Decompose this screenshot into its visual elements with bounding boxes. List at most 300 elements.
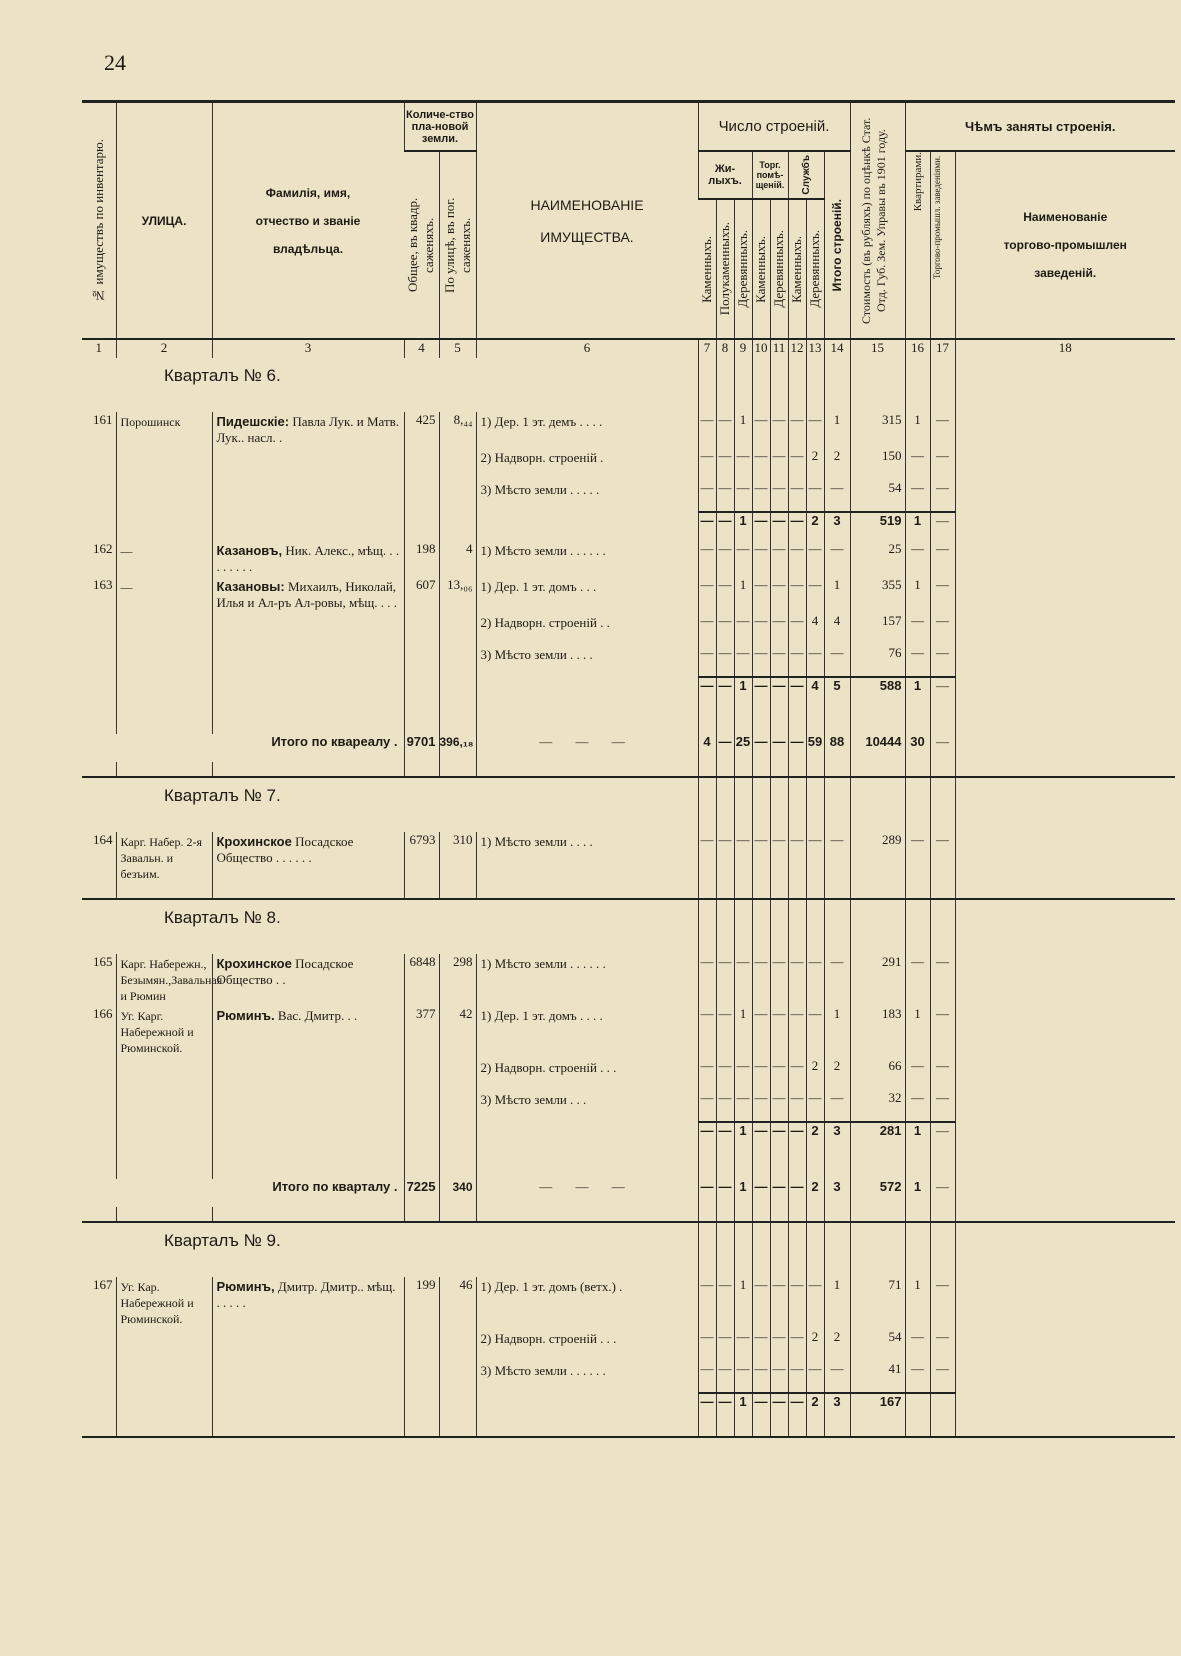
spacer-row (82, 1151, 1175, 1179)
building-count-cell: 2 (806, 1179, 824, 1207)
building-count-cell: — (752, 613, 770, 645)
property-name: 2) Надворн. строеній . . (476, 613, 698, 645)
building-count-cell: — (788, 448, 806, 480)
table-row (82, 412, 1175, 448)
empty-cell (770, 706, 788, 734)
header-service-stone: Каменныхъ. (788, 199, 806, 339)
building-count-cell: — (824, 954, 850, 1006)
empty-cell (955, 1222, 1175, 1277)
building-count-cell: — (770, 1277, 788, 1329)
empty-cell (850, 1422, 905, 1437)
building-count-cell: — (734, 480, 752, 512)
empty-cell (82, 706, 116, 734)
apartments-cell: — (905, 1329, 930, 1361)
empty-cell (824, 777, 850, 832)
building-count-cell: — (788, 480, 806, 512)
building-count-cell: — (752, 577, 770, 613)
building-count-cell: — (770, 832, 788, 884)
building-count-cell: — (698, 577, 716, 613)
building-count-cell: — (788, 541, 806, 577)
value-cell: 291 (850, 954, 905, 1006)
empty-cell (905, 358, 930, 412)
empty-cell (212, 1151, 404, 1179)
empty-cell (716, 1222, 734, 1277)
empty-cell (404, 1151, 439, 1179)
building-count-cell: — (698, 480, 716, 512)
empty-cell (930, 1151, 955, 1179)
empty-cell (824, 358, 850, 412)
empty-cell (905, 706, 930, 734)
building-count-cell: — (788, 577, 806, 613)
quarter-total-label: Итого по кварталу . (272, 1179, 398, 1194)
value-cell: 41 (850, 1361, 905, 1393)
value-cell: 157 (850, 613, 905, 645)
property-name: 2) Надворн. строеній . . . (476, 1329, 698, 1361)
property-name: 3) Мѣсто земли . . . . (476, 645, 698, 677)
trade-cell: — (930, 1090, 955, 1122)
empty-cell (116, 677, 212, 706)
empty-cell (716, 1422, 734, 1437)
quarter-title-row (82, 358, 1175, 412)
header-apartments: Квартирами. (905, 151, 930, 339)
quarter-title-row (82, 899, 1175, 954)
subtotal-row (82, 677, 1175, 706)
value-cell: 32 (850, 1090, 905, 1122)
empty-cell (212, 1090, 404, 1122)
table-row (82, 832, 1175, 884)
total-street-length: 396,₁₈ (439, 734, 476, 762)
building-count-cell: 1 (734, 412, 752, 448)
empty-cell (82, 677, 116, 706)
empty-cell (788, 762, 806, 777)
land-area: 198 (404, 541, 439, 577)
building-count-cell: 2 (824, 448, 850, 480)
empty-cell (439, 884, 476, 899)
empty-cell (850, 358, 905, 412)
property-name: 2) Надворн. строеній . (476, 448, 698, 480)
header-land-qty: Количе-ство пла-новой земли. (404, 103, 476, 151)
empty-cell (734, 1207, 752, 1222)
empty-cell (116, 884, 212, 899)
building-count-cell: — (716, 1122, 734, 1151)
building-count-cell: — (716, 677, 734, 706)
property-name: 1) Дер. 1 эт. домъ (ветх.) . (476, 1277, 698, 1329)
building-count-cell: 59 (806, 734, 824, 762)
empty-cell (716, 762, 734, 777)
empty-cell (788, 1151, 806, 1179)
building-count-cell: — (698, 832, 716, 884)
establishment-name (955, 1179, 1175, 1207)
empty-cell (930, 1422, 955, 1437)
table-row (82, 1090, 1175, 1122)
empty-cell (404, 512, 439, 541)
building-count-cell: — (788, 1361, 806, 1393)
empty-cell (806, 706, 824, 734)
empty-cell (82, 480, 116, 512)
establishment-name (955, 412, 1175, 448)
empty-cell (439, 1122, 476, 1151)
apartments-cell: — (905, 1361, 930, 1393)
trade-subtotal: — (930, 677, 955, 706)
empty-cell (212, 1329, 404, 1361)
inventory-table (82, 100, 1175, 1638)
header-trade-est: Торгово-промышл. заведеніями. (930, 151, 955, 339)
empty-cell (82, 645, 116, 677)
empty-cell (404, 762, 439, 777)
empty-cell (116, 645, 212, 677)
building-count-cell: 4 (806, 677, 824, 706)
trade-cell: — (930, 577, 955, 613)
value-cell: 315 (850, 412, 905, 448)
building-count-cell: — (734, 1090, 752, 1122)
trade-subtotal (930, 1393, 955, 1422)
trade-cell: — (930, 412, 955, 448)
building-count-cell: — (770, 1058, 788, 1090)
empty-cell (716, 1151, 734, 1179)
building-count-cell: — (716, 448, 734, 480)
value-subtotal: 588 (850, 677, 905, 706)
establishment-name (955, 613, 1175, 645)
trade-subtotal: — (930, 1122, 955, 1151)
building-count-cell: — (824, 832, 850, 884)
land-area: 425 (404, 412, 439, 448)
building-count-cell: — (770, 734, 788, 762)
empty-cell (212, 1122, 404, 1151)
column-number: 2 (116, 339, 212, 358)
land-area: 6848 (404, 954, 439, 1006)
building-count-cell: — (716, 954, 734, 1006)
empty-cell (770, 1151, 788, 1179)
owner-name (212, 1006, 404, 1058)
property-name: 3) Мѣсто земли . . . . . . (476, 1361, 698, 1393)
establishment-name (955, 1090, 1175, 1122)
building-count-cell: — (698, 613, 716, 645)
empty-cell (806, 777, 824, 832)
header-total-buildings: Итого строеній. (824, 151, 850, 339)
apartments-cell: — (905, 645, 930, 677)
building-count-cell: 1 (824, 1006, 850, 1058)
building-count-cell: — (788, 677, 806, 706)
header-street: УЛИЦА. (116, 103, 212, 339)
building-count-cell: 1 (734, 1277, 752, 1329)
apartments-cell: 1 (905, 1006, 930, 1058)
building-count-cell: — (716, 1058, 734, 1090)
empty-cell (82, 1207, 116, 1222)
property-name: 3) Мѣсто земли . . . . . (476, 480, 698, 512)
empty-cell (734, 706, 752, 734)
empty-cell (698, 899, 716, 954)
empty-cell (752, 358, 770, 412)
street-length: 13,₀₆ (439, 577, 476, 613)
property-name: 1) Дер. 1 эт. демъ . . . . (476, 412, 698, 448)
building-count-cell: — (824, 1361, 850, 1393)
column-number: 18 (955, 339, 1175, 358)
apartments-cell: — (905, 1090, 930, 1122)
column-number: 10 (752, 339, 770, 358)
column-number: 9 (734, 339, 752, 358)
empty-cell (82, 1151, 116, 1179)
spacer-row (82, 706, 1175, 734)
inventory-number: 166 (93, 1006, 113, 1021)
establishment-name (955, 832, 1175, 884)
trade-cell: — (930, 1277, 955, 1329)
building-count-cell: 88 (824, 734, 850, 762)
building-count-cell: 2 (824, 1329, 850, 1361)
header-occupied: Чѣмъ заняты строенія. (905, 103, 1175, 151)
apartments-subtotal: 1 (905, 1122, 930, 1151)
building-count-cell: — (698, 512, 716, 541)
building-count-cell: 1 (734, 512, 752, 541)
building-count-cell: — (734, 448, 752, 480)
empty-cell (476, 1422, 698, 1437)
header-value: Стоимость (въ рубляхъ) по оцѣнкѣ Стат. Отд. Губ. Зем. Управы въ 1901 году. (850, 103, 905, 339)
building-count-cell: — (734, 541, 752, 577)
building-count-cell: — (770, 677, 788, 706)
empty-cell (439, 1393, 476, 1422)
building-count-cell: — (788, 1090, 806, 1122)
column-number: 3 (212, 339, 404, 358)
header-trade-wooden: Деревянныхъ. (770, 199, 788, 339)
table-row (82, 645, 1175, 677)
building-count-cell: — (716, 734, 734, 762)
empty-cell (824, 1422, 850, 1437)
empty-cell (905, 762, 930, 777)
empty-cell (752, 899, 770, 954)
empty-cell (806, 884, 824, 899)
building-count-cell: 3 (824, 512, 850, 541)
value-cell: 54 (850, 480, 905, 512)
empty-cell (439, 1422, 476, 1437)
building-count-cell: — (788, 734, 806, 762)
establishment-name (955, 954, 1175, 1006)
establishment-name (955, 1277, 1175, 1329)
empty-cell (698, 762, 716, 777)
apartments-cell: — (905, 541, 930, 577)
column-number: 15 (850, 339, 905, 358)
empty-cell (404, 1207, 439, 1222)
empty-cell (476, 1393, 698, 1422)
inventory-number: 164 (93, 832, 113, 847)
empty-cell (439, 448, 476, 480)
building-count-cell: — (770, 480, 788, 512)
inventory-number: 167 (93, 1277, 113, 1292)
establishment-name (955, 1329, 1175, 1361)
building-count-cell: — (770, 1006, 788, 1058)
empty-cell (770, 899, 788, 954)
empty-cell (212, 677, 404, 706)
empty-cell (806, 762, 824, 777)
apartments-cell: — (905, 613, 930, 645)
header-est-name: Наименованіе торгово-промышлен заведеній. (955, 151, 1175, 339)
building-count-cell: — (752, 512, 770, 541)
table-row (82, 541, 1175, 577)
empty-cell (770, 1422, 788, 1437)
empty-cell (404, 1122, 439, 1151)
trade-cell: — (930, 1361, 955, 1393)
empty-cell (476, 884, 698, 899)
establishment-name (955, 480, 1175, 512)
inventory-number: 162 (93, 541, 113, 556)
empty-cell (404, 613, 439, 645)
establishment-name (955, 1393, 1175, 1422)
column-number: 6 (476, 339, 698, 358)
empty-cell (905, 1151, 930, 1179)
empty-cell (116, 1361, 212, 1393)
trade-cell: — (930, 448, 955, 480)
column-number: 16 (905, 339, 930, 358)
empty-cell (82, 1393, 116, 1422)
building-count-cell: — (806, 541, 824, 577)
empty-cell (212, 706, 404, 734)
establishment-name (955, 512, 1175, 541)
quarter-total-row (82, 734, 1175, 762)
empty-cell (806, 1222, 824, 1277)
value-cell: 355 (850, 577, 905, 613)
empty-cell (439, 1361, 476, 1393)
building-count-cell: — (752, 1393, 770, 1422)
empty-cell (930, 358, 955, 412)
apartments-subtotal (905, 1393, 930, 1422)
value-cell: 71 (850, 1277, 905, 1329)
empty-cell (82, 1361, 116, 1393)
owner-details: Ник. Алекс., мѣщ. . . . . . . . . (216, 543, 400, 574)
property-name: 1) Мѣсто земли . . . . (476, 832, 698, 884)
building-count-cell: — (788, 832, 806, 884)
empty-cell (476, 762, 698, 777)
property-name: 3) Мѣсто земли . . . (476, 1090, 698, 1122)
table-row (82, 954, 1175, 1006)
owner-details: Посадское Общество . . . . . . (216, 834, 354, 865)
building-count-cell: — (698, 1393, 716, 1422)
empty-cell (824, 1222, 850, 1277)
trade-cell: — (930, 645, 955, 677)
apartments-cell: — (905, 480, 930, 512)
table-row (82, 448, 1175, 480)
building-count-cell: — (788, 1006, 806, 1058)
empty-cell (955, 358, 1175, 412)
value-cell: 150 (850, 448, 905, 480)
trade-cell: — (930, 954, 955, 1006)
section-end-row (82, 1207, 1175, 1222)
quarter-title: Кварталъ № 9. (164, 1231, 281, 1250)
empty-cell (930, 706, 955, 734)
header-service: Службъ (788, 151, 824, 199)
establishment-name (955, 677, 1175, 706)
empty-cell (850, 706, 905, 734)
building-count-cell: — (752, 1329, 770, 1361)
trade-cell: — (930, 613, 955, 645)
building-count-cell: — (806, 645, 824, 677)
establishment-name (955, 1122, 1175, 1151)
apartments-subtotal: 1 (905, 512, 930, 541)
empty-cell (850, 777, 905, 832)
empty-cell (850, 899, 905, 954)
building-count-cell: — (698, 677, 716, 706)
street-length: 42 (439, 1006, 476, 1058)
quarter-title: Кварталъ № 6. (164, 366, 281, 385)
empty-cell (955, 777, 1175, 832)
total-apartments: 30 (905, 734, 930, 762)
building-count-cell: 2 (806, 1393, 824, 1422)
total-dashes: — — — (476, 1179, 698, 1207)
building-count-cell: — (752, 1006, 770, 1058)
empty-cell (116, 1058, 212, 1090)
empty-cell (734, 358, 752, 412)
street-name: — (116, 577, 212, 613)
building-count-cell: — (716, 1277, 734, 1329)
building-count-cell: — (770, 1329, 788, 1361)
building-count-cell: 2 (806, 512, 824, 541)
empty-cell (476, 1207, 698, 1222)
empty-cell (788, 884, 806, 899)
empty-cell (116, 1393, 212, 1422)
empty-cell (212, 1393, 404, 1422)
empty-cell (770, 777, 788, 832)
empty-cell (716, 899, 734, 954)
building-count-cell: — (734, 832, 752, 884)
empty-cell (930, 1222, 955, 1277)
table-row (82, 1058, 1175, 1090)
empty-cell (752, 1222, 770, 1277)
empty-cell (116, 613, 212, 645)
land-area: 377 (404, 1006, 439, 1058)
building-count-cell: — (806, 412, 824, 448)
building-count-cell: 2 (806, 448, 824, 480)
building-count-cell: 2 (806, 1329, 824, 1361)
empty-cell (770, 358, 788, 412)
quarter-total-label: Итого по квареалу . (271, 734, 398, 749)
empty-cell (930, 899, 955, 954)
building-count-cell: 1 (734, 1179, 752, 1207)
empty-cell (439, 645, 476, 677)
empty-cell (734, 899, 752, 954)
building-count-cell: — (806, 1090, 824, 1122)
empty-cell (734, 777, 752, 832)
table-row (82, 613, 1175, 645)
empty-cell (476, 706, 698, 734)
empty-cell (82, 1329, 116, 1361)
building-count-cell: — (788, 1179, 806, 1207)
empty-cell (698, 884, 716, 899)
empty-cell (404, 1329, 439, 1361)
building-count-cell: — (716, 1329, 734, 1361)
empty-cell (788, 1422, 806, 1437)
empty-cell (116, 512, 212, 541)
building-count-cell: — (770, 1179, 788, 1207)
building-count-cell: — (752, 412, 770, 448)
building-count-cell: — (770, 1393, 788, 1422)
building-count-cell: — (698, 954, 716, 1006)
value-subtotal: 167 (850, 1393, 905, 1422)
empty-cell (734, 1422, 752, 1437)
header-property: НАИМЕНОВАНІЕ ИМУЩЕСТВА. (476, 103, 698, 339)
empty-cell (824, 1207, 850, 1222)
empty-cell (439, 480, 476, 512)
apartments-cell: — (905, 954, 930, 1006)
empty-cell (752, 706, 770, 734)
empty-cell (116, 706, 212, 734)
column-number: 4 (404, 339, 439, 358)
quarter-title: Кварталъ № 7. (164, 786, 281, 805)
header-trade-stone: Каменныхъ. (752, 199, 770, 339)
column-numbers-row (82, 339, 1175, 358)
subtotal-row (82, 512, 1175, 541)
column-number: 8 (716, 339, 734, 358)
building-count-cell: — (770, 645, 788, 677)
empty-cell (905, 1222, 930, 1277)
empty-cell (850, 1207, 905, 1222)
empty-cell (716, 358, 734, 412)
